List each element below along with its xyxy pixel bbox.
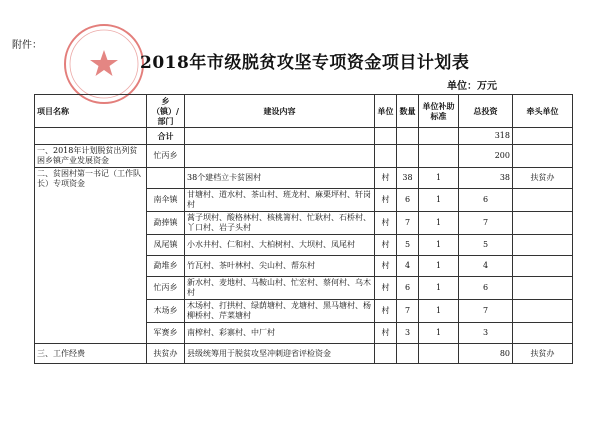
section3-content: 县级统筹用于脱贫攻坚冲刺迎省评检资金 [185, 344, 375, 364]
col-header-qty: 数量 [397, 95, 419, 128]
section1-name: 一、2018年计划脱贫出列贫困乡镇产业发展资金 [35, 145, 147, 168]
total-row [35, 128, 573, 145]
section2-name: 二、贫困村第一书记（工作队长）专项资金 [35, 168, 147, 344]
section3-name: 三、工作经费 [35, 344, 147, 364]
unit-label: 单位：万元 [447, 81, 497, 92]
col-header-project: 项目名称 [35, 95, 147, 128]
total-label: 合计 [147, 128, 185, 145]
table-header-row [35, 95, 573, 128]
page-title: 2018年市级脱贫攻坚专项资金项目计划表 [140, 53, 470, 73]
col-header-total: 总投资 [459, 95, 513, 128]
table-row: 木场乡 木场村、打拱村、绿荫塘村、龙塘村、黑马塘村、杨柳桥村、芹菜塘村 村 7 1 7 [35, 300, 573, 323]
table-row: 凤尾镇 小水井村、仁和村、大柏树村、大坝村、凤尾村 村 5 1 5 [35, 235, 573, 256]
table-row: 勐捧镇 蒿子坝村、酸格林村、核桃箐村、忙耿村、石桥村、丫口村、岩子头村 村 7 1 7 [35, 212, 573, 235]
total-investment: 318 [459, 128, 513, 145]
col-header-unit: 单位 [375, 95, 397, 128]
attachment-label: 附件： [12, 40, 42, 51]
section1-total: 200 [459, 145, 513, 168]
col-header-std: 单位补助标准 [419, 95, 459, 128]
section1-township: 忙丙乡 [147, 145, 185, 168]
col-header-township: 乡（镇）/部门 [147, 95, 185, 128]
section1-row [35, 145, 573, 168]
table-row: 军赛乡 南榨村、彩寨村、中厂村 村 3 1 3 [35, 323, 573, 344]
project-plan-table [34, 94, 573, 364]
table-row: 忙丙乡 新水村、麦地村、马鞍山村、忙宏村、蔡何村、乌木村 村 6 1 6 [35, 277, 573, 300]
section2-content: 38个建档立卡贫困村 [185, 168, 375, 189]
col-header-lead: 牵头单位 [513, 95, 573, 128]
table-row: 勐堆乡 竹瓦村、茶叶林村、尖山村、帮东村 村 4 1 4 [35, 256, 573, 277]
col-header-content: 建设内容 [185, 95, 375, 128]
section2-row: 二、贫困村第一书记（工作队长）专项资金 38个建档立卡贫困村 村 38 1 38 扶贫办 [35, 168, 573, 189]
section3-row: 三、工作经费 扶贫办 县级统筹用于脱贫攻坚冲刺迎省评检资金 80 扶贫办 [35, 344, 573, 364]
table-row: 南伞镇 甘塘村、道水村、茶山村、班龙村、麻栗坪村、轩岗村 村 6 1 6 [35, 189, 573, 212]
